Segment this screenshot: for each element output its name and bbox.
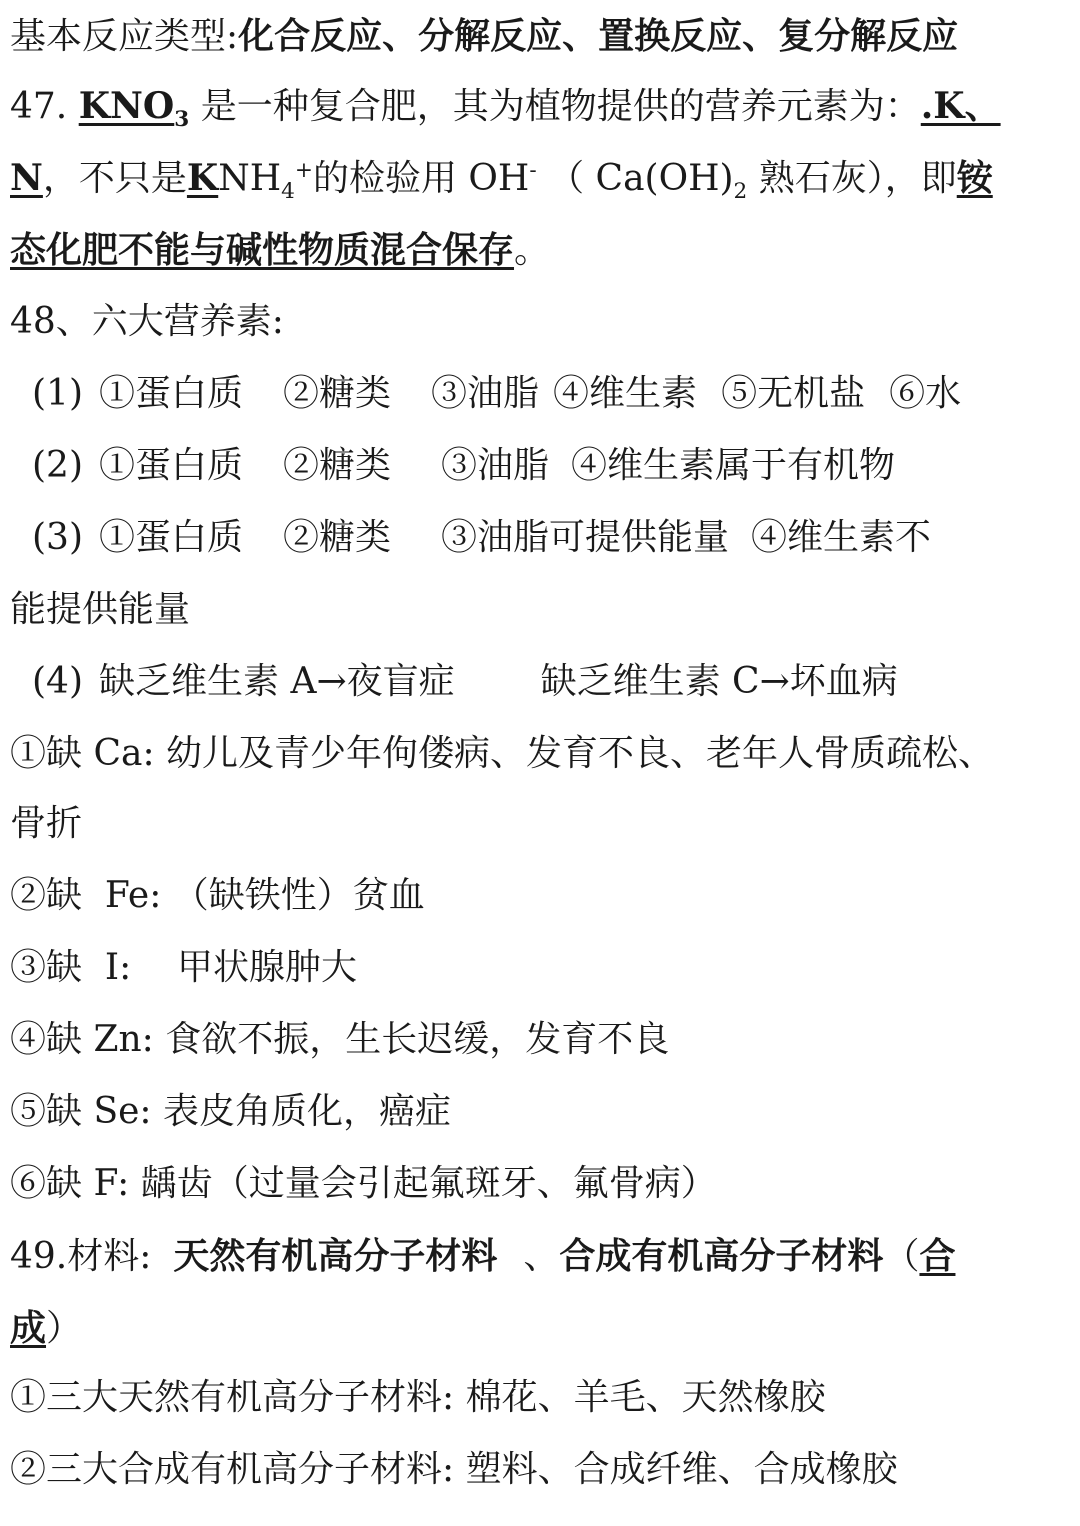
line-synthetic-materials [10, 1440, 1074, 1500]
calcium-deficiency-cont: 骨折 [10, 803, 83, 844]
materials-label: 49.材料: [10, 1236, 152, 1277]
natural-polymer: 天然有机高分子材料 [173, 1235, 498, 1277]
nutrient-protein: ①蛋白质 [99, 373, 244, 414]
nutrient-mineral: ⑤无机盐 [721, 373, 866, 414]
energy-fat: ③油脂可提供能量 [441, 517, 730, 558]
line-48-2 [32, 436, 1074, 496]
slaked-lime-text: 熟石灰），即 [747, 158, 957, 199]
ammonium-warning-rest: 态化肥不能与碱性物质混合保存 [10, 229, 515, 271]
fertilizer-text: 是一种复合肥，其为植物提供的营养元素为： [200, 86, 921, 127]
iron-deficiency: ②缺 Fe: （缺铁性）贫血 [10, 875, 425, 916]
line-48-1 [32, 364, 1074, 424]
selenium-deficiency: ⑤缺 Se: 表皮角质化，癌症 [10, 1091, 451, 1132]
line-48-3 [32, 508, 1074, 568]
zinc-deficiency: ④缺 Zn: 食欲不振，生长迟缓，发育不良 [10, 1019, 670, 1060]
formula-kno3 [78, 85, 190, 133]
materials-separator: 、 [523, 1236, 560, 1277]
organic-sugar: ②糖类 [283, 445, 392, 486]
nutrients-title: 48、六大营养素: [10, 301, 284, 342]
line-48-3-cont [10, 580, 1074, 640]
sub-item-1-prefix: (1) [32, 373, 83, 414]
line-reaction-types [10, 6, 1074, 66]
line-ca-cont [10, 794, 1074, 854]
nutrient-n: N [10, 157, 43, 199]
line-49 [10, 1226, 1074, 1286]
energy-vitamin-cont: 能提供能量 [10, 589, 191, 630]
synthetic-polymer: 合成有机高分子材料 [559, 1235, 884, 1277]
fluorine-deficiency: ⑥缺 F: 龋齿（过量会引起氟斑牙、氟骨病） [10, 1163, 717, 1204]
vitamin-c-deficiency: 缺乏维生素 C→坏血病 [540, 661, 898, 702]
formula-kno3-sub: 3 [174, 107, 190, 133]
synthetic-note-rest: 成 [10, 1307, 47, 1349]
paren-close: ） [46, 1308, 83, 1349]
line-47-end [10, 220, 1074, 280]
sub-item-2-prefix: (2) [32, 445, 83, 486]
formula-kno3-main: KNO [78, 85, 175, 127]
nutrient-water: ⑥水 [889, 373, 962, 414]
k-mark: K [186, 157, 219, 199]
caoh-main: （ Ca(OH) [548, 158, 734, 199]
line-48-title [10, 292, 1074, 352]
line-se [10, 1082, 1074, 1142]
nh4-sup: + [294, 158, 313, 183]
line-zn [10, 1010, 1074, 1070]
line-47 [10, 76, 1074, 136]
line-i [10, 938, 1074, 998]
not-only-text: ，不只是 [42, 158, 187, 199]
period: 。 [514, 230, 551, 271]
caoh-sub: 2 [733, 179, 748, 205]
reaction-types-label: 基本反应类型: [10, 16, 239, 57]
line-49-cont [10, 1298, 1074, 1358]
line-ca [10, 724, 1074, 784]
item-number-47: 47. [10, 86, 79, 127]
calcium-deficiency: ①缺 Ca: 幼儿及青少年佝偻病、发育不良、老年人骨质疏松、 [10, 733, 995, 774]
synthetic-materials-list: ②三大合成有机高分子材料: 塑料、合成纤维、合成橡胶 [10, 1449, 898, 1490]
test-text: 的检验用 OH [312, 158, 530, 199]
energy-protein: ①蛋白质 [99, 517, 244, 558]
nutrient-sugar: ②糖类 [283, 373, 392, 414]
organic-vitamin: ④维生素属于有机物 [571, 445, 896, 486]
line-fe [10, 866, 1074, 926]
vitamin-a-deficiency: 缺乏维生素 A→夜盲症 [99, 661, 455, 702]
iodine-deficiency: ③缺 I: 甲状腺肿大 [10, 947, 358, 988]
oh-sup: - [529, 158, 537, 183]
nutrient-k: .K、 [920, 85, 1001, 127]
synthetic-note-start: 合 [919, 1235, 956, 1277]
energy-vitamin: ④维生素不 [751, 517, 932, 558]
organic-protein: ①蛋白质 [99, 445, 244, 486]
nh4-main: NH [218, 158, 282, 199]
nutrient-vitamin: ④维生素 [553, 373, 698, 414]
reaction-types-list: 化合反应、分解反应、置换反应、复分解反应 [238, 15, 959, 57]
line-47-cont [10, 148, 1074, 208]
line-48-4 [32, 652, 1074, 712]
energy-sugar: ②糖类 [283, 517, 392, 558]
nutrient-fat: ③油脂 [431, 373, 540, 414]
line-f [10, 1154, 1074, 1214]
nh4-sub: 4 [281, 179, 295, 205]
paren-open: （ [883, 1236, 920, 1277]
ammonium-warning-start: 铵 [956, 157, 993, 199]
sub-item-3-prefix: (3) [32, 517, 83, 558]
sub-item-4-prefix: (4) [32, 661, 83, 702]
organic-fat: ③油脂 [441, 445, 550, 486]
line-natural-materials [10, 1368, 1074, 1428]
natural-materials-list: ①三大天然有机高分子材料: 棉花、羊毛、天然橡胶 [10, 1377, 826, 1418]
